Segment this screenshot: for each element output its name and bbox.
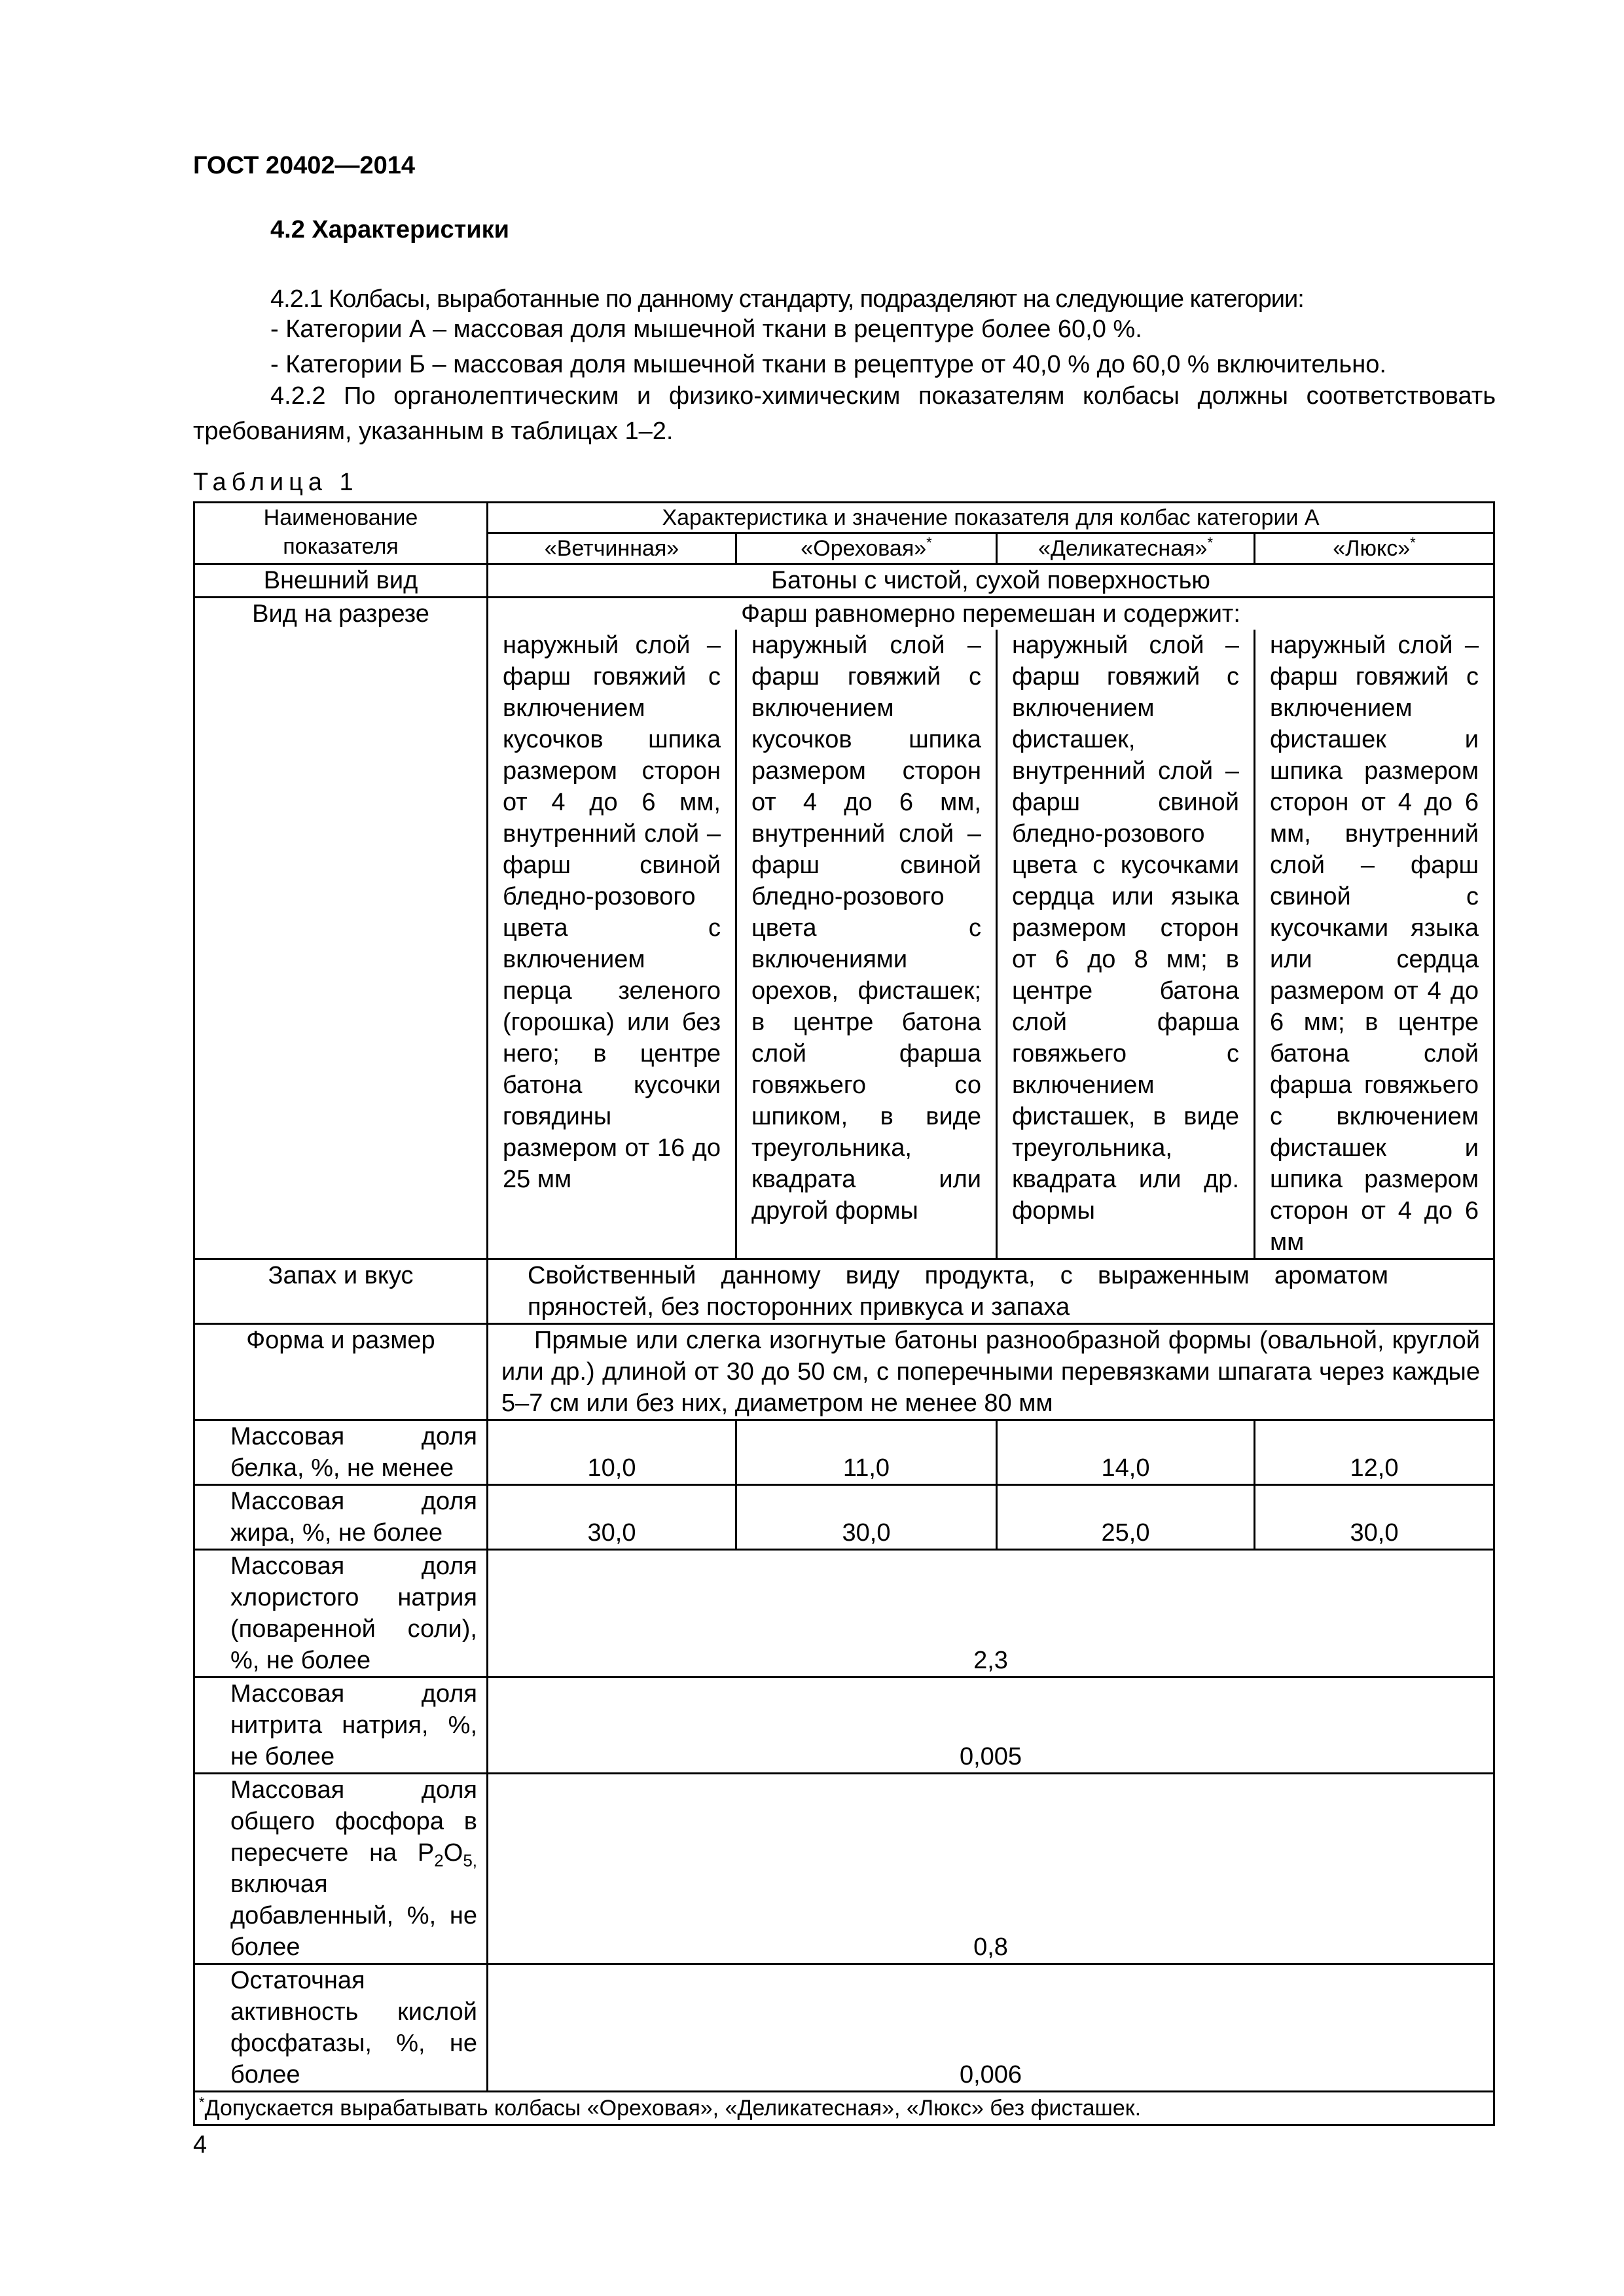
table-row bbox=[194, 1550, 1494, 1677]
table-header-row bbox=[194, 503, 1494, 533]
fat-vetchinnaya: 30,0 bbox=[488, 1485, 736, 1550]
fat-delikatesnaya: 25,0 bbox=[997, 1485, 1255, 1550]
row-name-appearance: Внешний вид bbox=[194, 564, 488, 598]
col-label: «Ореховая» bbox=[801, 536, 927, 561]
row-name-nitrite: Массовая доля нитрита натрия, %, не более bbox=[194, 1677, 488, 1774]
subscript: 2 bbox=[434, 1850, 444, 1871]
footnote-mark: * bbox=[1207, 534, 1213, 551]
col-label: «Деликатесная» bbox=[1038, 536, 1208, 561]
row-name-protein: Массовая доля белка, %, не менее bbox=[194, 1420, 488, 1485]
table-row bbox=[194, 1324, 1494, 1420]
table-footnote bbox=[194, 2092, 1494, 2125]
salt-value: 2,3 bbox=[488, 1550, 1494, 1677]
characteristics-table bbox=[193, 501, 1495, 2126]
phosphorus-value: 0,8 bbox=[488, 1774, 1494, 1964]
col-header-delikatesnaya bbox=[997, 533, 1255, 564]
appearance-value: Батоны с чистой, сухой поверхностью bbox=[488, 564, 1494, 598]
document-id: ГОСТ 20402—2014 bbox=[193, 152, 416, 179]
col-name-header: Наименование показателя bbox=[194, 503, 488, 564]
paragraph-4-2-2: 4.2.2 По органолептическим и физико-химическим показателям колбасы должны соответствовать требованиям, указанным в таблицах 1–2. bbox=[193, 382, 1496, 445]
row-name-salt: Массовая доля хлористого натрия (поваренной соли), %, не более bbox=[194, 1550, 488, 1677]
table-row bbox=[194, 1259, 1494, 1324]
row-name-cut: Вид на разрезе bbox=[194, 598, 488, 1259]
cut-intro: Фарш равномерно перемешан и содержит: bbox=[488, 598, 1494, 630]
table-row bbox=[194, 1774, 1494, 1964]
nitrite-value: 0,005 bbox=[488, 1677, 1494, 1774]
phosphatase-value: 0,006 bbox=[488, 1964, 1494, 2092]
shape-value: Прямые или слегка изогнутые батоны разнообразной формы (овальной, круглой или др.) длиной от 30 до 50 см, с поперечными перевязками шпагата через каждые 5–7 см или без них, диаметром не менее 80 мм bbox=[488, 1324, 1494, 1420]
cut-cell-delikatesnaya: наружный слой – фарш говяжий с включением фисташек, внутренний слой –фарш свиной бледно-розового цвета с кусочками сердца или языка размером сторон от 6 до 8 мм; в центре батона слой фарша говяжьего с включением фисташек, в виде треугольника, квадрата или др. формы bbox=[997, 630, 1255, 1259]
col-label: «Ветчинная» bbox=[544, 536, 679, 561]
category-b-text: - Категории Б – массовая доля мышечной ткани в рецептуре от 40,0 % до 60,0 % включительно. bbox=[270, 351, 1386, 378]
cut-cell-vetchinnaya: наружный слой – фарш говяжий с включением кусочков шпика размером сторон от 4 до 6 мм, внутренний слой – фарш свиной бледно-розового цвета с включением перца зеленого (горошка) или без него; в центре батона кусочки говядины размером от 16 до 25 мм bbox=[488, 630, 736, 1259]
phosphorus-name-part: O bbox=[443, 1839, 463, 1867]
subscript: 5, bbox=[463, 1850, 477, 1871]
phosphorus-name-part: включая добавленный, %, не более bbox=[230, 1871, 477, 1961]
page-number: 4 bbox=[193, 2131, 208, 2159]
table-row bbox=[194, 564, 1494, 598]
group-header: Характеристика и значение показателя для колбас категории А bbox=[488, 503, 1494, 533]
col-header-lyuks bbox=[1255, 533, 1494, 564]
row-name-taste: Запах и вкус bbox=[194, 1259, 488, 1324]
col-header-orehovaya bbox=[736, 533, 997, 564]
row-name-shape: Форма и размер bbox=[194, 1324, 488, 1420]
table-row bbox=[194, 1677, 1494, 1774]
table-row bbox=[194, 1485, 1494, 1550]
protein-orehovaya: 11,0 bbox=[736, 1420, 997, 1485]
footnote-text: Допускается вырабатывать колбасы «Ореховая», «Деликатесная», «Люкс» без фисташек. bbox=[204, 2096, 1142, 2121]
footnote-mark: * bbox=[1410, 534, 1416, 551]
fat-lyuks: 30,0 bbox=[1255, 1485, 1494, 1550]
footnote-mark: * bbox=[199, 2094, 205, 2111]
protein-delikatesnaya: 14,0 bbox=[997, 1420, 1255, 1485]
cut-cell-orehovaya: наружный слой – фарш говяжий с включением кусочков шпика размером сторон от 4 до 6 мм, внутренний слой – фарш свиной бледно-розового цвета с включениями орехов, фисташек; в центре батона слой фарша говяжьего со шпиком, в виде треугольника, квадрата или другой формы bbox=[736, 630, 997, 1259]
row-name-phosphatase: Остаточная активность кислой фосфатазы, %, не более bbox=[194, 1964, 488, 2092]
fat-orehovaya: 30,0 bbox=[736, 1485, 997, 1550]
phosphorus-name-part: Массовая доля общего фосфора в пересчете на P bbox=[230, 1776, 477, 1867]
col-header-vetchinnaya bbox=[488, 533, 736, 564]
taste-value: Свойственный данному виду продукта, с выраженным ароматом пряностей, без посторонних привкуса и запаха bbox=[488, 1259, 1494, 1324]
row-name-phosphorus bbox=[194, 1774, 488, 1964]
row-name-fat: Массовая доля жира, %, не более bbox=[194, 1485, 488, 1550]
table-row bbox=[194, 598, 1494, 630]
paragraph-4-2-1: 4.2.1 Колбасы, выработанные по данному стандарту, подразделяют на следующие категории: bbox=[270, 285, 1304, 313]
category-a-text: - Категории А – массовая доля мышечной ткани в рецептуре более 60,0 %. bbox=[270, 315, 1142, 343]
table-caption: Таблица 1 bbox=[193, 469, 359, 496]
footnote-mark: * bbox=[926, 534, 932, 551]
section-title: 4.2 Характеристики bbox=[270, 216, 510, 243]
protein-vetchinnaya: 10,0 bbox=[488, 1420, 736, 1485]
table-row bbox=[194, 1420, 1494, 1485]
col-label: «Люкс» bbox=[1333, 536, 1411, 561]
cut-cell-lyuks: наружный слой – фарш говяжий с включением фисташек и шпика размером сторон от 4 до 6 мм, внутренний слой – фарш свиной с кусочками языка или сердца размером от 4 до 6 мм; в центре батона слой фарша говяжьего с включением фисташек и шпика размером сторон от 4 до 6 мм bbox=[1255, 630, 1494, 1259]
protein-lyuks: 12,0 bbox=[1255, 1420, 1494, 1485]
table-footnote-row bbox=[194, 2092, 1494, 2125]
table-row bbox=[194, 1964, 1494, 2092]
